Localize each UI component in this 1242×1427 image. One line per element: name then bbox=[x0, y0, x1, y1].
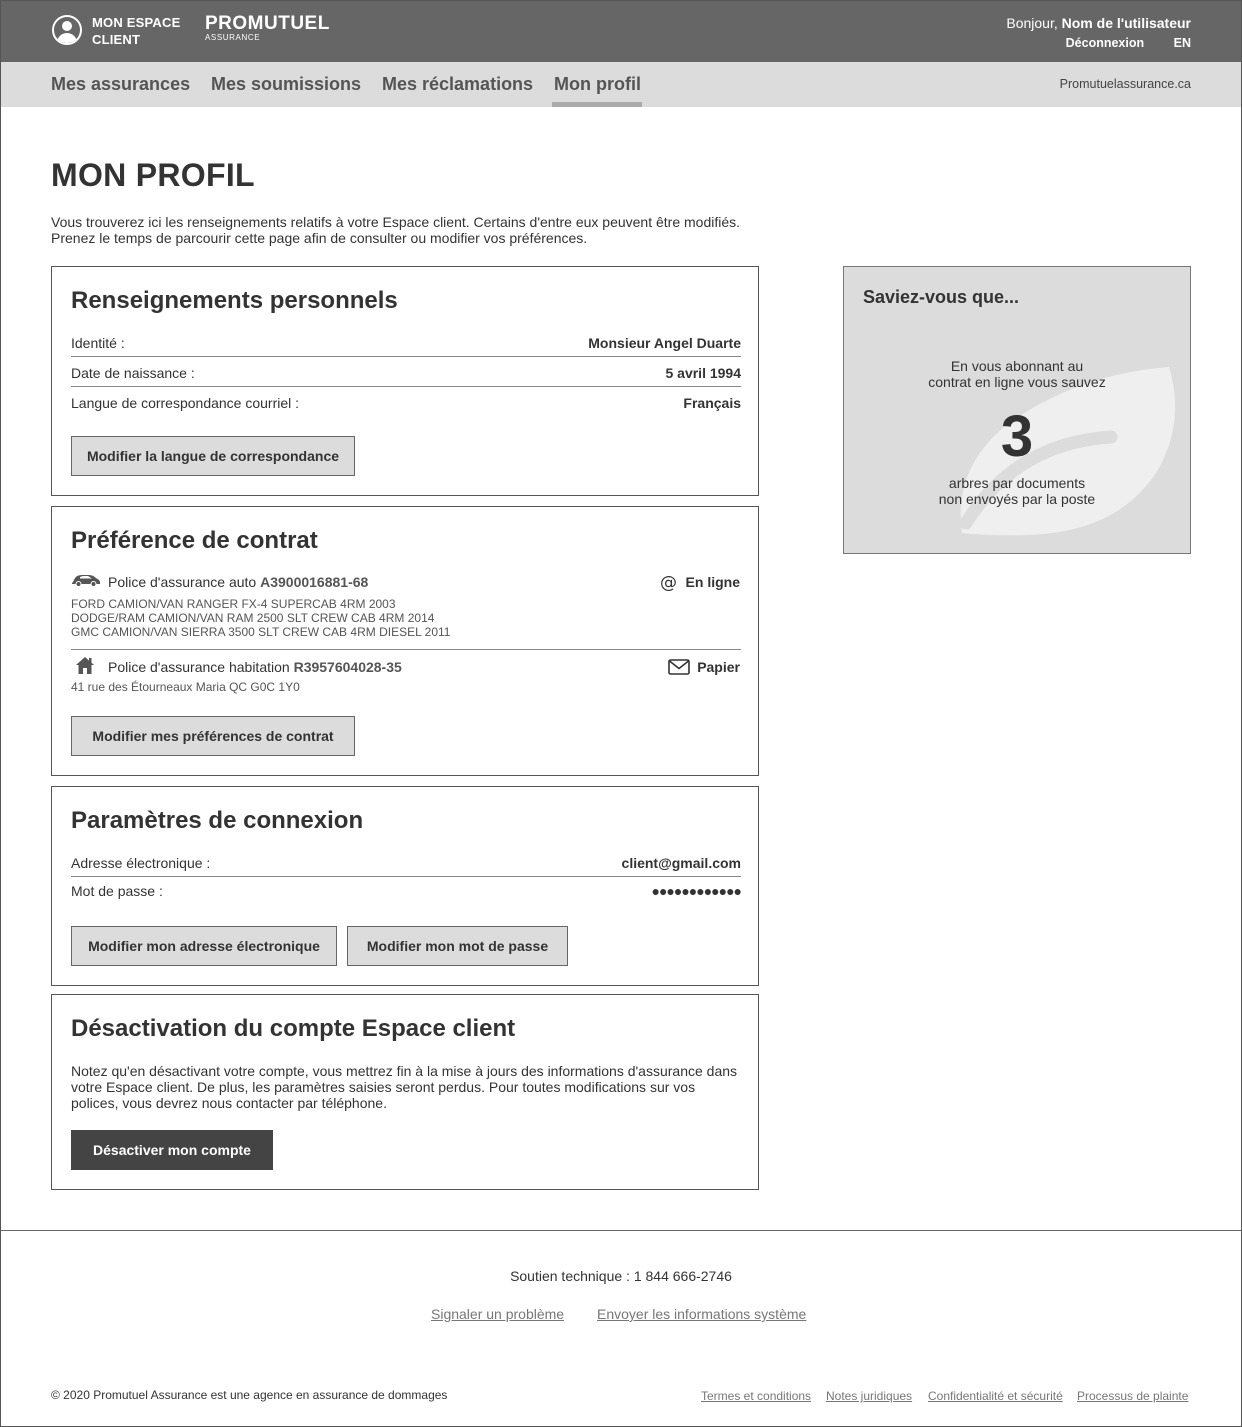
car-icon bbox=[71, 573, 101, 592]
tab-mon-profil[interactable]: Mon profil bbox=[554, 74, 641, 94]
deactivation-title: Désactivation du compte Espace client bbox=[71, 1015, 516, 1042]
policy-divider bbox=[71, 649, 741, 650]
home-policy-title[interactable]: Police d'assurance habitation R3957604028-35 bbox=[108, 659, 402, 675]
promutuel-logo[interactable]: PROMUTUEL ASSURANCE bbox=[205, 13, 330, 42]
deactivation-card bbox=[51, 994, 759, 1190]
user-links bbox=[1040, 36, 1191, 50]
complaint-process-link[interactable]: Processus de plainte bbox=[1077, 1389, 1189, 1403]
top-header bbox=[0, 0, 1242, 62]
password-row: Mot de passe : ●●●●●●●●●●●● bbox=[71, 883, 741, 899]
copyright: © 2020 Promutuel Assurance est une agence en assurance de dommages bbox=[51, 1388, 448, 1402]
send-system-info-link[interactable]: Envoyer les informations système bbox=[597, 1306, 807, 1322]
legal-notes-link[interactable]: Notes juridiques bbox=[826, 1389, 913, 1403]
at-sign-icon bbox=[659, 573, 677, 596]
language-toggle[interactable]: EN bbox=[1173, 36, 1191, 50]
modify-contract-preferences-button[interactable]: Modifier mes préférences de contrat bbox=[71, 716, 355, 756]
modify-password-button[interactable]: Modifier mon mot de passe bbox=[347, 926, 568, 966]
main-nav bbox=[0, 62, 1242, 107]
personal-info-card bbox=[51, 266, 759, 496]
active-tab-indicator bbox=[552, 102, 642, 107]
page-title: MON PROFIL bbox=[51, 157, 255, 193]
tab-mes-reclamations[interactable]: Mes réclamations bbox=[382, 74, 534, 94]
privacy-link[interactable]: Confidentialité et sécurité bbox=[928, 1389, 1063, 1403]
technical-support: Soutien technique : 1 844 666-2746 bbox=[510, 1268, 732, 1284]
deactivation-notice: Notez qu'en désactivant votre compte, vous mettrez fin à la mise à jours des informations d'assurance dans votre Espace client. De plus, les paramètres saisies seront perdus. Pour toutes modifications sur vos polices, vous devrez nous contacter par téléphone. bbox=[71, 1063, 738, 1111]
auto-vehicles-list bbox=[71, 597, 450, 639]
modify-email-button[interactable]: Modifier mon adresse électronique bbox=[71, 926, 337, 966]
birthdate-row: Date de naissance : 5 avril 1994 bbox=[71, 357, 741, 387]
personal-info-title: Renseignements personnels bbox=[71, 287, 398, 314]
language-row: Langue de correspondance courriel : Français bbox=[71, 395, 741, 411]
login-settings-title: Paramètres de connexion bbox=[71, 807, 364, 834]
identity-row: Identité : Monsieur Angel Duarte bbox=[71, 327, 741, 357]
tab-mes-soumissions[interactable]: Mes soumissions bbox=[211, 74, 362, 94]
deactivate-account-button[interactable]: Désactiver mon compte bbox=[71, 1130, 273, 1170]
footer-divider bbox=[0, 1230, 1242, 1231]
vehicle-item: FORD CAMION/VAN RANGER FX-4 SUPERCAB 4RM 2003 bbox=[71, 597, 396, 611]
auto-policy-mode: En ligne bbox=[685, 574, 740, 590]
envelope-icon bbox=[668, 659, 690, 680]
auto-policy-title[interactable]: Police d'assurance auto A3900016881-68 bbox=[108, 574, 369, 590]
espace-client-label[interactable]: MON ESPACE CLIENT bbox=[92, 15, 181, 47]
tab-mes-assurances[interactable]: Mes assurances bbox=[51, 74, 191, 94]
logout-link[interactable]: Déconnexion bbox=[1065, 36, 1145, 50]
did-you-know-box bbox=[843, 266, 1191, 554]
contract-preference-title: Préférence de contrat bbox=[71, 527, 318, 554]
did-you-know-title: Saviez-vous que... bbox=[863, 287, 1020, 307]
report-problem-link[interactable]: Signaler un problème bbox=[431, 1306, 565, 1322]
user-name: Nom de l'utilisateur bbox=[1061, 15, 1191, 31]
contract-preference-card bbox=[51, 506, 759, 776]
trees-saved-number: 3 bbox=[1000, 404, 1034, 469]
home-address: 41 rue des Étourneaux Maria QC G0C 1Y0 bbox=[71, 680, 300, 694]
vehicle-item: GMC CAMION/VAN SIERRA 3500 SLT CREW CAB 4RM DIESEL 2011 bbox=[71, 625, 451, 639]
modify-language-button[interactable]: Modifier la langue de correspondance bbox=[71, 436, 355, 476]
did-you-know-text-top: En vous abonnant au contrat en ligne vous sauvez bbox=[928, 358, 1106, 390]
site-link[interactable]: Promutuelassurance.ca bbox=[1059, 77, 1191, 91]
home-policy-mode: Papier bbox=[697, 659, 740, 675]
house-icon bbox=[75, 655, 95, 680]
home-policy-number: R3957604028-35 bbox=[293, 659, 402, 675]
email-row: Adresse électronique : client@gmail.com bbox=[71, 847, 741, 877]
vehicle-item: DODGE/RAM CAMION/VAN RAM 2500 SLT CREW CAB 4RM 2014 bbox=[71, 611, 435, 625]
terms-link[interactable]: Termes et conditions bbox=[701, 1389, 812, 1403]
user-circle-icon[interactable] bbox=[52, 15, 82, 45]
page-intro: Vous trouverez ici les renseignements relatifs à votre Espace client. Certains d'entre eux peuvent être modifiés. Prenez le temps de parcourir cette page afin de consulter ou modifier vos préférences. bbox=[51, 214, 741, 246]
login-settings-card bbox=[51, 786, 759, 986]
svg-text:@: @ bbox=[660, 573, 677, 591]
did-you-know-text-bottom: arbres par documents non envoyés par la poste bbox=[938, 475, 1096, 507]
auto-policy-number: A3900016881-68 bbox=[260, 574, 369, 590]
user-greeting: Bonjour, Nom de l'utilisateur bbox=[1006, 15, 1191, 31]
